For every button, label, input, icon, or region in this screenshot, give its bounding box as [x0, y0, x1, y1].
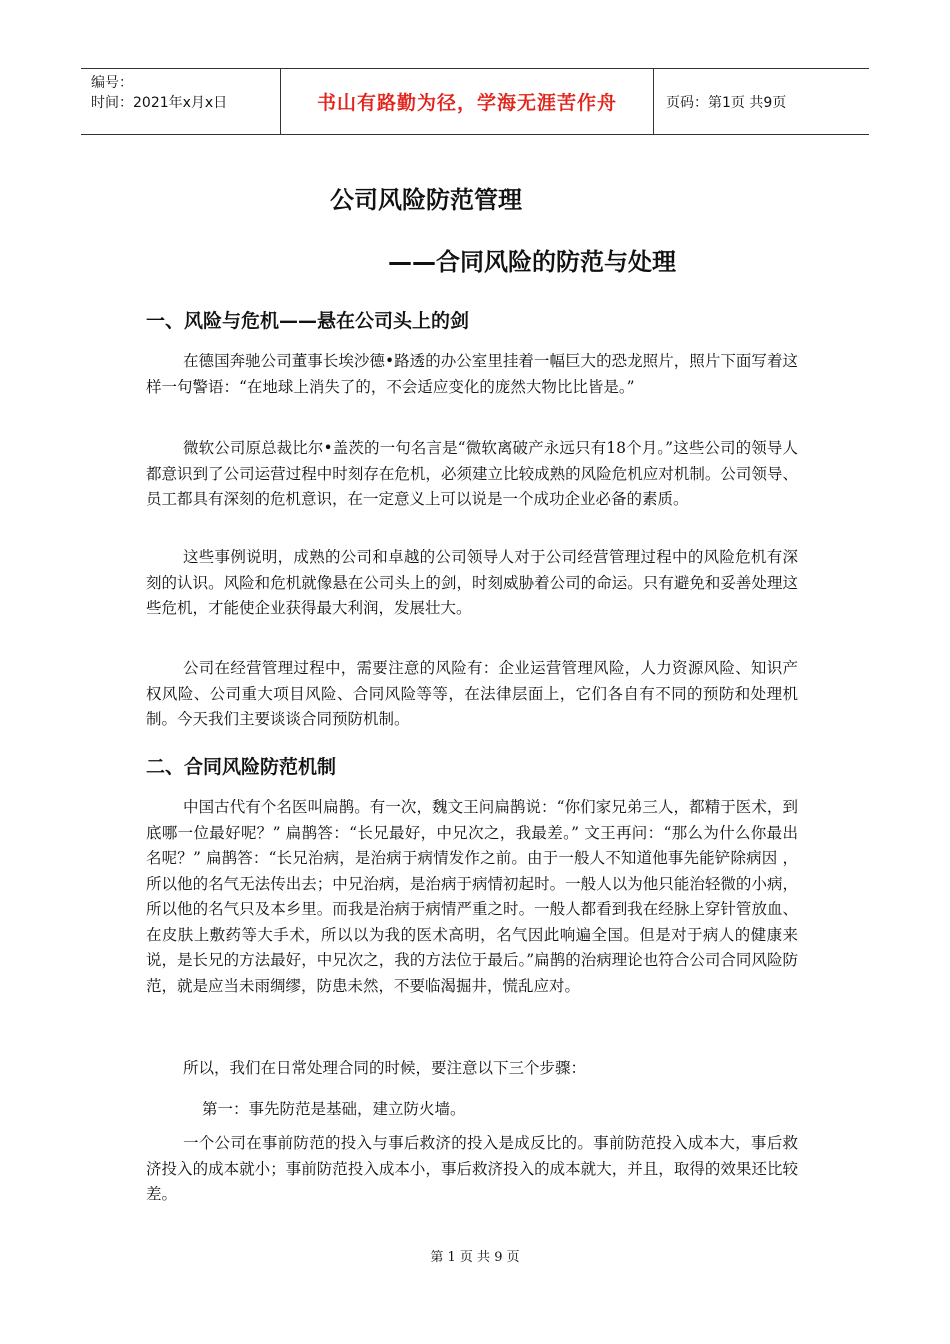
number-label: 编号：: [91, 75, 133, 91]
paragraph: 这些事例说明，成熟的公司和卓越的公司领导人对于公司经营管理过程中的风险危机有深刻的认识。风险和危机就像悬在公司头上的剑，时刻威胁着公司的命运。只有避免和妥善处理这些危机，才能使企业获得最大利润，发展壮大。: [146, 548, 798, 617]
paragraph: 公司在经营管理过程中，需要注意的风险有：企业运营管理风险，人力资源风险、知识产权风险、公司重大项目风险、合同风险等等，在法律层面上，它们各自有不同的预防和处理机制。今天我们主要谈谈合同预防机制。: [146, 659, 798, 728]
date-label: 时间：2021年x月x日: [91, 95, 228, 111]
document-subtitle: ——合同风险的防范与处理: [388, 248, 676, 276]
paragraph: 在德国奔驰公司董事长埃沙德•路透的办公室里挂着一幅巨大的恐龙照片，照片下面写着这样一句警语：“在地球上消失了的，不会适应变化的庞然大物比比皆是。”: [146, 352, 798, 396]
header-meta: [81, 69, 280, 134]
paragraph: 微软公司原总裁比尔•盖茨的一句名言是“微软离破产永远只有18个月。”这些公司的领导人都意识到了公司运营过程中时刻存在危机，必须建立比较成熟的风险危机应对机制。公司领导、员工都具有深刻的危机意识，在一定意义上可以说是一个成功企业必备的素质。: [146, 439, 798, 508]
page-info: 页码：第1页 共9页: [666, 94, 787, 111]
paragraph: 一个公司在事前防范的投入与事后救济的投入是成反比的。事前防范投入成本大，事后救济投入的成本就小；事前防范投入成本小，事后救济投入的成本就大，并且，取得的效果还比较差。: [146, 1134, 798, 1203]
section-heading-1: 一、风险与危机——悬在公司头上的剑: [146, 310, 470, 332]
paragraph: 中国古代有个名医叫扁鹊。有一次，魏文王问扁鹊说：“你们家兄弟三人，都精于医术，到底哪一位最好呢？” 扁鹊答：“长兄最好，中兄次之，我最差。” 文王再问：“那么为什么你最出名呢？” 扁鹊答：“长兄治病，是治病于病情发作之前。由于一般人不知道他事先能铲除病因 ，所以他的名气无法传出去；中兄治病，是治病于病情初起时。一般人以为他只能治轻微的小病，所以他的名气只及本乡里。而我是治病于病情严重之时。一般人都看到我在经脉上穿针管放血、在皮肤上敷药等大手术，所以以为我的医术高明，名气因此响遍全国。但是对于病人的健康来说，是长兄的方法最好，中兄次之，我的方法位于最后。”扁鹊的治病理论也符合公司合同风险防范，就是应当未雨绸缪，防患未然，不要临渴掘井，慌乱应对。: [146, 798, 798, 995]
header-table: [81, 68, 869, 135]
section-heading-2: 二、合同风险防范机制: [146, 756, 337, 778]
paragraph: 所以，我们在日常处理合同的时候，要注意以下三个步骤：: [183, 1059, 587, 1077]
page-footer: 第 1 页 共 9 页: [430, 1250, 520, 1265]
header-page-cell: [654, 69, 869, 134]
header-motto-cell: [280, 69, 654, 134]
motto-text: 书山有路勤为径，学海无涯苦作舟: [316, 92, 617, 114]
document-title: 公司风险防范管理: [330, 186, 522, 214]
paragraph: 第一：事先防范是基础，建立防火墙。: [202, 1100, 466, 1118]
